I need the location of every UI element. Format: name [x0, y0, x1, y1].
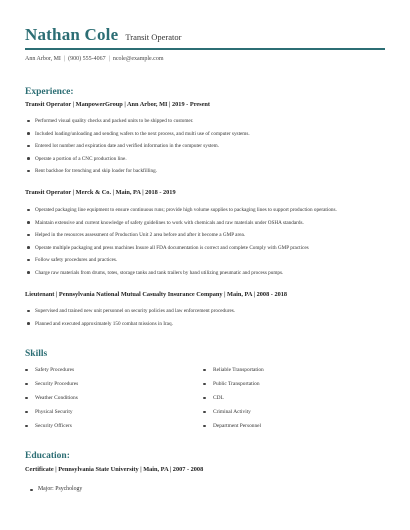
job-heading: Transit Operator | Merck & Co. | Main, PA | 2018 - 2019: [25, 189, 176, 196]
education-heading: Education:: [25, 451, 70, 461]
skill-item: Reliable Transportation: [203, 366, 264, 380]
list-item: Performed visual quality checks and packed units to be shipped to customer.: [25, 117, 250, 130]
contact-separator: |: [63, 56, 66, 62]
contact-email: ncole@example.com: [112, 56, 164, 62]
header-divider: [25, 48, 385, 50]
contact-phone: (900) 555-4067: [68, 56, 106, 62]
skill-item: Safety Procedures: [25, 366, 78, 380]
skill-item: Security Procedures: [25, 380, 78, 394]
skill-item: Physical Security: [25, 408, 78, 422]
contact-line: [25, 56, 164, 62]
list-item: Supervised and trained new unit personnel on security policies and law enforcement procedures.: [25, 307, 235, 320]
job-heading: Transit Operator | ManpowerGroup | Ann Arbor, MI | 2019 - Present: [25, 101, 211, 108]
job-bullet-list: [25, 206, 337, 281]
list-item: Follow safety procedures and practices.: [25, 256, 337, 269]
job-bullet-list: [25, 307, 235, 332]
skill-item: Public Transportation: [203, 380, 264, 394]
skills-list-right: [203, 366, 264, 436]
resume-header: [25, 25, 181, 45]
skills-heading: Skills: [25, 349, 48, 359]
experience-heading: Experience:: [25, 87, 74, 97]
skills-list-left: [25, 366, 78, 436]
list-item: Included loading/unloading and sending wafers to the next process, and multi use of computer systems.: [25, 130, 250, 143]
list-item: Planned and executed approximately 150 combat missions in Iraq.: [25, 320, 235, 333]
candidate-name: Nathan Cole: [25, 25, 119, 44]
job-heading: Lieutenant | Pennsylvania National Mutual Casualty Insurance Company | Main, PA | 2008 - 2018: [25, 291, 288, 298]
list-item: Maintain extensive and current knowledge of safety guidelines to work with chemicals and raw materials under OSHA standards.: [25, 219, 337, 232]
education-entry-heading: Certificate | Pennsylvania State University | Main, PA | 2007 - 2008: [25, 466, 204, 473]
skill-item: CDL: [203, 394, 264, 408]
contact-separator: |: [108, 56, 110, 62]
list-item: Entered lot number and expiration date and verified information in the computer system.: [25, 142, 250, 155]
skill-item: Criminal Activity: [203, 408, 264, 422]
education-detail: Major: Psychology: [30, 486, 82, 492]
list-item: Operate a portion of a CNC production line.: [25, 155, 250, 168]
skill-item: Security Officers: [25, 422, 78, 436]
list-item: Helped in the resources assessment of Production Unit 2 area before and after it become a GMP area.: [25, 231, 337, 244]
contact-location: Ann Arbor, MI: [25, 56, 61, 62]
job-bullet-list: [25, 117, 250, 180]
list-item: Operate multiple packaging and press machines Insure all FDA documentation is correct and complete Comply with GMP practices: [25, 244, 337, 257]
list-item: Rent backhoe for trenching and skip loader for backfilling.: [25, 167, 250, 180]
list-item: Operated packaging line equipment to ensure continuous runs; provide high volume supplies to packaging lines to support production operations.: [25, 206, 337, 219]
candidate-title: Transit Operator: [125, 32, 182, 42]
list-item: Charge raw materials from drums, totes, storage tanks and tank trailers by hand utilizing pneumatic and process pumps.: [25, 269, 337, 282]
skill-item: Department Personnel: [203, 422, 264, 436]
skill-item: Weather Conditions: [25, 394, 78, 408]
